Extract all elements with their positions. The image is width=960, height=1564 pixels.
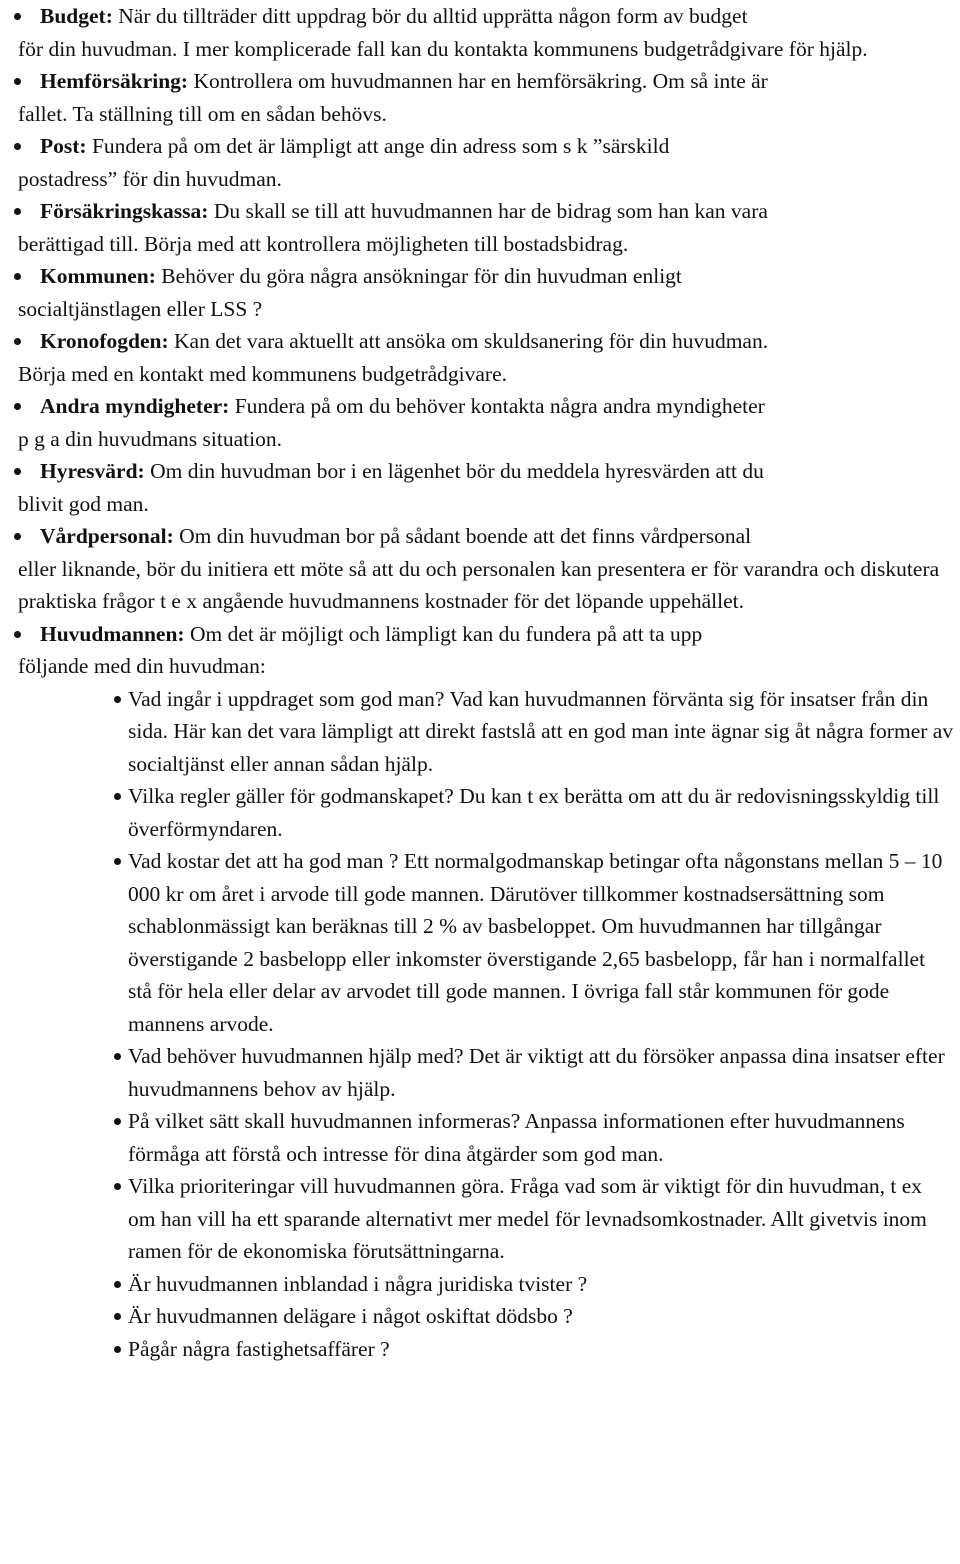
item-continuation: berättigad till. Börja med att kontrollera möjligheten till bostadsbidrag. [18,231,629,256]
item-lead: Post: [40,134,87,158]
list-item-forsakringskassa [18,195,954,260]
list-item-huvudmannen [18,618,954,1366]
item-first-line: Kan det vara aktuellt att ansöka om skuldsanering för din huvudman. [168,329,769,353]
bullet-icon [114,1053,121,1060]
item-first-line: Kontrollera om huvudmannen har en hemförsäkring. Om så inte är [188,69,768,93]
bullet-icon [114,1118,121,1125]
sub-list-item [128,1105,954,1170]
sub-item-text: Vilka regler gäller för godmanskapet? Du kan t ex berätta om att du är redovisningsskyldig till överförmyndaren. [128,784,940,841]
sub-bullet-list [128,683,954,1366]
bullet-icon [14,143,21,150]
item-lead: Andra myndigheter: [40,394,230,418]
item-continuation: socialtjänstlagen eller LSS ? [18,296,263,321]
item-first-line: När du tillträder ditt uppdrag bör du alltid upprätta någon form av budget [112,4,748,28]
bullet-icon [14,403,21,410]
list-item-hemforsakring [18,65,954,130]
sub-item-text: Är huvudmannen inblandad i några juridiska tvister ? [128,1271,588,1296]
bullet-icon [14,78,21,85]
sub-item-text: Vad kostar det att ha god man ? Ett normalgodmanskap betingar ofta någonstans mellan 5 – 10 000 kr om året i arvode till gode mannen. Därutöver tillkommer kostnadsersättning som schablonmässigt kan beräknas till 2 % av basbeloppet. Om huvudmannen har tillgångar överstigande 2 basbelopp eller inkomster överstigande 2,65 basbelopp, får han i normalfallet stå för hela eller delar av arvodet till gode mannen. I övriga fall står kommunen för gode mannens arvode. [128,849,943,1036]
bullet-icon [114,1183,121,1190]
list-item-kronofogden [18,325,954,390]
item-lead: Vårdpersonal: [40,524,174,548]
item-lead: Försäkringskassa: [40,199,209,223]
sub-list-item [128,845,954,1040]
item-lead: Hemförsäkring: [40,69,189,93]
sub-list-item [128,1040,954,1105]
bullet-icon [14,273,21,280]
bullet-icon [114,696,121,703]
bullet-icon [14,208,21,215]
item-continuation: postadress” för din huvudman. [18,166,282,191]
bullet-icon [114,858,121,865]
item-lead: Hyresvärd: [40,459,145,483]
item-first-line: Fundera på om det är lämpligt att ange din adress som s k ”särskild [86,134,670,158]
sub-item-text: Vilka prioriteringar vill huvudmannen göra. Fråga vad som är viktigt för din huvudman, t ex om han vill ha ett sparande alternativt mer medel för levnadsomkostnader. Allt givetvis inom ramen för de ekonomiska förutsättningarna. [128,1174,927,1263]
bullet-icon [14,468,21,475]
bullet-icon [14,631,21,638]
item-continuation: eller liknande, bör du initiera ett möte så att du och personalen kan presentera er för varandra och diskutera praktiska frågor t e x angående huvudmannens kostnader för det löpande uppehället. [18,556,940,613]
bullet-icon [114,793,121,800]
sub-item-text: Vad behöver huvudmannen hjälp med? Det är viktigt att du försöker anpassa dina insatser efter huvudmannens behov av hjälp. [128,1044,945,1101]
sub-item-text: Pågår några fastighetsaffärer ? [128,1336,390,1361]
item-lead: Kronofogden: [40,329,169,353]
sub-list-item [128,780,954,845]
sub-list-item [128,1333,954,1366]
bullet-icon [114,1346,121,1353]
item-continuation: blivit god man. [18,491,149,516]
list-item-andra-myndigheter [18,390,954,455]
item-continuation: p g a din huvudmans situation. [18,426,282,451]
sub-list-item [128,683,954,781]
item-first-line: Om det är möjligt och lämpligt kan du fundera på att ta upp [184,621,703,646]
item-first-line: Behöver du göra några ansökningar för din huvudman enligt [155,264,682,288]
bullet-icon [14,13,21,20]
item-continuation: följande med din huvudman: [18,654,266,678]
sub-list-item [128,1300,954,1333]
bullet-icon [114,1281,121,1288]
list-item-hyresvard [18,455,954,520]
bullet-icon [14,338,21,345]
item-first-line: Om din huvudman bor på sådant boende att det finns vårdpersonal [173,524,752,548]
main-bullet-list [18,0,954,1365]
item-first-line: Fundera på om du behöver kontakta några andra myndigheter [229,394,765,418]
item-continuation: fallet. Ta ställning till om en sådan behövs. [18,101,387,126]
bullet-icon [114,1313,121,1320]
item-first-line: Om din huvudman bor i en lägenhet bör du meddela hyresvärden att du [144,459,764,483]
item-lead: Budget: [40,4,113,28]
bullet-icon [14,533,21,540]
item-continuation: för din huvudman. I mer komplicerade fall kan du kontakta kommunens budgetrådgivare för hjälp. [18,36,868,61]
sub-item-text: Vad ingår i uppdraget som god man? Vad kan huvudmannen förvänta sig för insatser från din sida. Här kan det vara lämpligt att direkt fastslå att en god man inte ägnar sig åt några former av socialtjänst eller annan sådan hjälp. [128,686,954,776]
list-item-post [18,130,954,195]
item-lead: Kommunen: [40,264,156,288]
list-item-vardpersonal [18,520,954,618]
sub-list-item [128,1170,954,1268]
list-item-budget [18,0,954,65]
sub-item-text: Är huvudmannen delägare i något oskiftat dödsbo ? [128,1304,573,1328]
item-first-line: Du skall se till att huvudmannen har de bidrag som han kan vara [208,199,768,223]
list-item-kommunen [18,260,954,325]
item-lead: Huvudmannen: [40,621,185,646]
item-continuation: Börja med en kontakt med kommunens budgetrådgivare. [18,361,507,386]
sub-item-text: På vilket sätt skall huvudmannen informeras? Anpassa informationen efter huvudmannens förmåga att förstå och intresse för dina åtgärder som god man. [128,1109,905,1166]
sub-list-item [128,1268,954,1301]
